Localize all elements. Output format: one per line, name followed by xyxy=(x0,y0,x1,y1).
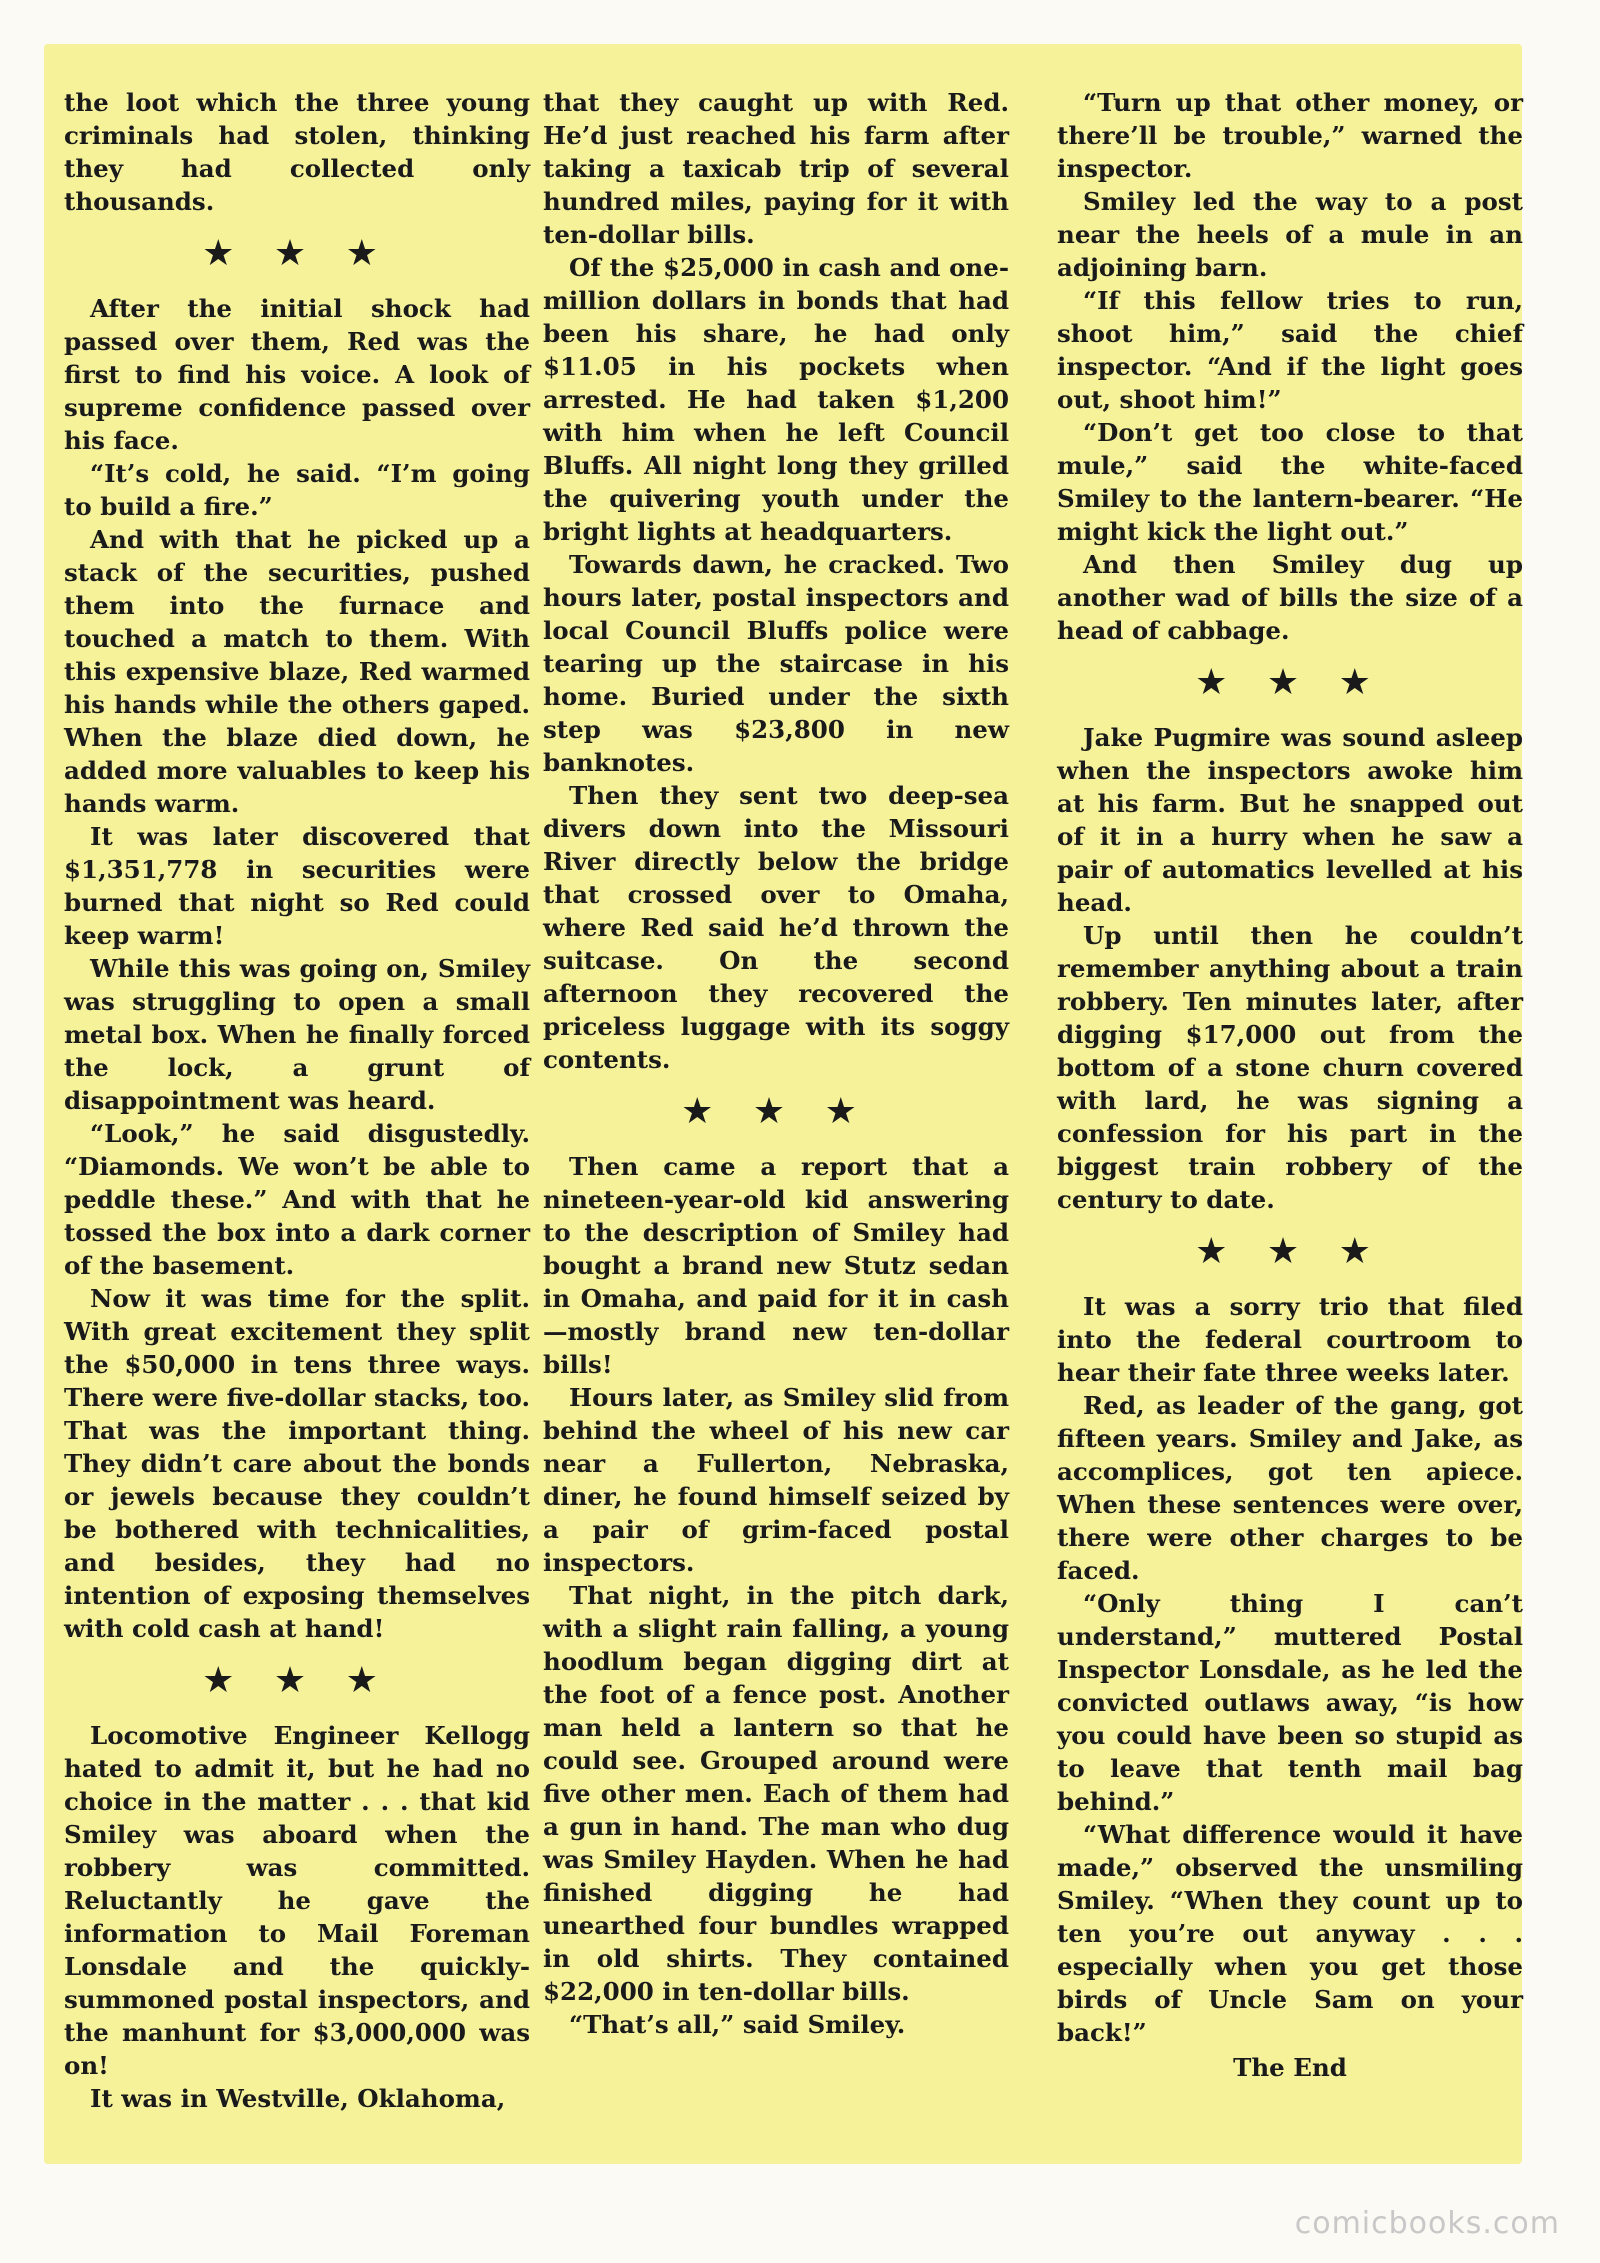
paragraph: Now it was time for the split. With great excitement they split the $50,000 in tens three ways. There were five-dollar stacks, too. That was the important thing. They didn’t care about the bonds or jewels because they couldn’t be bothered with technicalities, and besides, they had no intention of exposing themselves with cold cash at hand! xyxy=(64,1284,530,1643)
paragraph: “If this fellow tries to run, shoot him,” said the chief inspector. “And if the light goes out, shoot him!” xyxy=(1057,286,1523,414)
paragraph: that they caught up with Red. He’d just reached his farm after taking a taxicab trip of several hundred miles, paying for it with ten-dollar bills. xyxy=(543,88,1009,249)
paragraph: It was in Westville, Oklahoma, xyxy=(90,2084,506,2113)
paragraph: Locomotive Engineer Kellogg hated to admit it, but he had no choice in the matter . . . that kid Smiley was aboard when the robbery was committed. Reluctantly he gave the information to Mail Foreman Lonsdale and the quickly-summoned postal inspectors, and the manhunt for $3,000,000 was on! xyxy=(64,1721,530,2080)
paragraph: Of the $25,000 in cash and one-million dollars in bonds that had been his share, he had only $11.05 in his pockets when arrested. He had taken $1,200 with him when he left Council Bluffs. All night long they grilled the quivering youth under the bright lights at headquarters. xyxy=(543,253,1009,546)
paragraph: Up until then he couldn’t remember anything about a train robbery. Ten minutes later, after digging $17,000 out from the bottom of a stone churn covered with lard, he was signing a confession for his part in the biggest train robbery of the century to date. xyxy=(1057,921,1523,1214)
paragraph: the loot which the three young criminals had stolen, thinking they had collected only thousands. xyxy=(64,88,530,216)
paragraph: “It’s cold, he said. “I’m going to build a fire.” xyxy=(64,459,530,521)
paragraph: “That’s all,” said Smiley. xyxy=(569,2010,906,2039)
paragraph: Hours later, as Smiley slid from behind the wheel of his new car near a Fullerton, Nebraska, diner, he found himself seized by a pair of grim-faced postal inspectors. xyxy=(543,1383,1009,1577)
paragraph: “Only thing I can’t understand,” muttered Postal Inspector Lonsdale, as he led the convicted outlaws away, “is how you could have been so stupid as to leave that tenth mail bag behind.” xyxy=(1057,1589,1523,1816)
section-break-stars: ★ ★ ★ xyxy=(202,233,392,274)
paragraph: It was later discovered that $1,351,778 in securities were burned that night so Red could keep warm! xyxy=(64,822,530,950)
paragraph: It was a sorry trio that filed into the federal courtroom to hear their fate three weeks later. xyxy=(1057,1292,1523,1387)
column-3 xyxy=(1057,86,1523,2084)
column-1 xyxy=(64,86,530,2115)
paragraph: Smiley led the way to a post near the heels of a mule in an adjoining barn. xyxy=(1057,187,1523,282)
section-break-stars: ★ ★ ★ xyxy=(1195,662,1385,703)
section-break-stars: ★ ★ ★ xyxy=(1195,1231,1385,1272)
paragraph: “Don’t get too close to that mule,” said the white-faced Smiley to the lantern-bearer. “He might kick the light out.” xyxy=(1057,418,1523,546)
paragraph: Towards dawn, he cracked. Two hours later, postal inspectors and local Council Bluffs police were tearing up the staircase in his home. Buried under the sixth step was $23,800 in new banknotes. xyxy=(543,550,1009,777)
paragraph: “Look,” he said disgustedly. “Diamonds. We won’t be able to peddle these.” And with that he tossed the box into a dark corner of the basement. xyxy=(64,1119,530,1280)
article-columns xyxy=(64,86,1524,2113)
column-2 xyxy=(543,86,1009,2041)
paragraph: After the initial shock had passed over them, Red was the first to find his voice. A look of supreme confidence passed over his face. xyxy=(64,294,530,455)
paragraph: Jake Pugmire was sound asleep when the inspectors awoke him at his farm. But he snapped out of it in a hurry when he saw a pair of automatics levelled at his head. xyxy=(1057,723,1523,917)
paragraph: Red, as leader of the gang, got fifteen years. Smiley and Jake, as accomplices, got ten apiece. When these sentences were over, there were other charges to be faced. xyxy=(1057,1391,1523,1585)
paragraph: Then they sent two deep-sea divers down into the Missouri River directly below the bridge that crossed over to Omaha, where Red said he’d thrown the suitcase. On the second afternoon they recovered the priceless luggage with its soggy contents. xyxy=(543,781,1009,1074)
watermark: comicbooks.com xyxy=(1294,2206,1560,2241)
paragraph: “Turn up that other money, or there’ll be trouble,” warned the inspector. xyxy=(1057,88,1523,183)
paragraph: While this was going on, Smiley was struggling to open a small metal box. When he finally forced the lock, a grunt of disappointment was heard. xyxy=(64,954,530,1115)
section-break-stars: ★ ★ ★ xyxy=(681,1091,871,1132)
paragraph: And then Smiley dug up another wad of bills the size of a head of cabbage. xyxy=(1057,550,1523,645)
paragraph: That night, in the pitch dark, with a slight rain falling, a young hoodlum began digging dirt at the foot of a fence post. Another man held a lantern so that he could see. Grouped around were five other men. Each of them had a gun in hand. The man who dug was Smiley Hayden. When he had finished digging he had unearthed four bundles wrapped in old shirts. They contained $22,000 in ten-dollar bills. xyxy=(543,1581,1009,2006)
paragraph: And with that he picked up a stack of the securities, pushed them into the furnace and touched a match to them. With this expensive blaze, Red warmed his hands while the others gaped. When the blaze died down, he added more valuables to keep his hands warm. xyxy=(64,525,530,818)
paragraph: Then came a report that a nineteen-year-old kid answering to the description of Smiley had bought a brand new Stutz sedan in Omaha, and paid for it in cash—mostly brand new ten-dollar bills! xyxy=(543,1152,1009,1379)
paragraph: “What difference would it have made,” observed the unsmiling Smiley. “When they count up to ten you’re out anyway . . . especially when you get those birds of Uncle Sam on your back!” xyxy=(1057,1820,1523,2047)
the-end-label: The End xyxy=(1233,2053,1347,2082)
section-break-stars: ★ ★ ★ xyxy=(202,1660,392,1701)
